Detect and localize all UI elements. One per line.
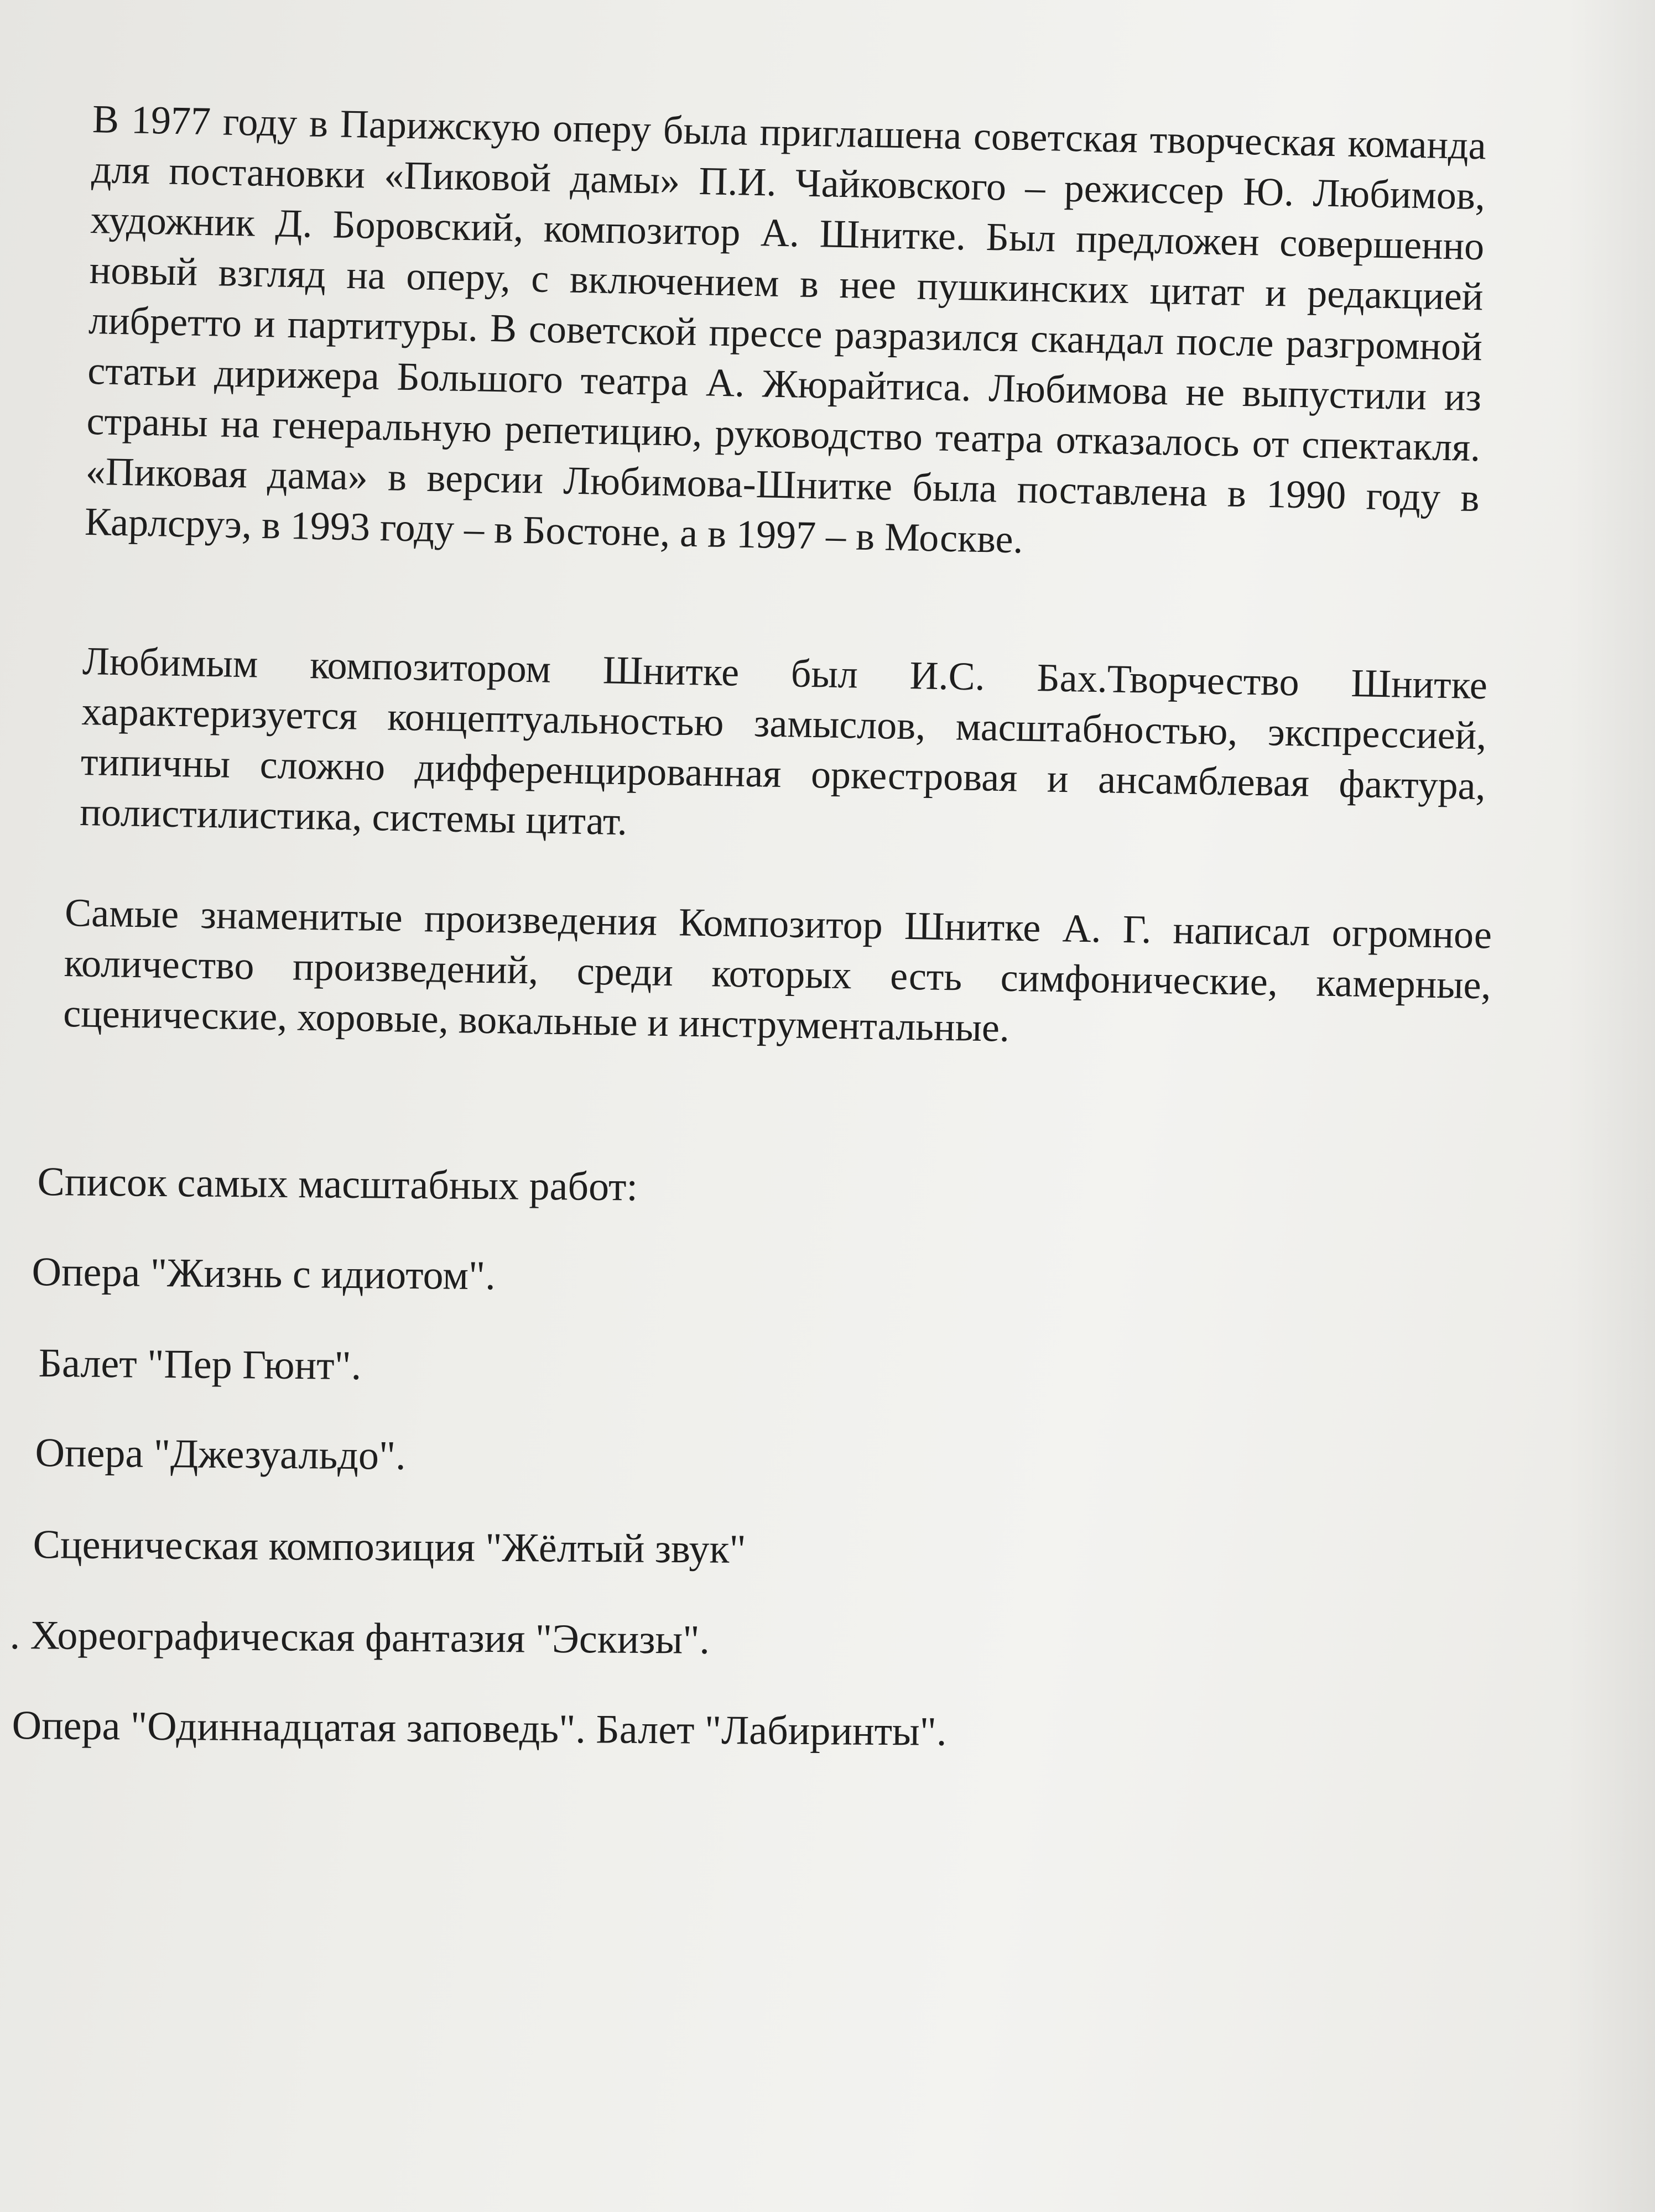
paragraph-works-intro: Самые знаменитые произведения Композитор Шнитке А. Г. написал огромное количество произведений, среди которых есть симфонические, камерные, сценические, хоровые, вокальные и инструментальные. [63, 890, 1492, 1050]
paragraph-style: Любимым композитором Шнитке был И.С. Бах.Творчество Шнитке характеризуется концептуальностью замыслов, масштабностью, экспрессией, типичны сложно дифференцированная оркестровая и ансамблевая фактура, полистилистика, системы цитат. [79, 638, 1488, 844]
works-list-heading: Список самых масштабных работ: [37, 1159, 638, 1210]
work-item: Опера "Одиннадцатая заповедь". Балет "Лабиринты". [12, 1703, 947, 1755]
work-item: Опера "Джезуальдо". [35, 1430, 406, 1479]
page-shadow [1566, 0, 1655, 2212]
work-item: . Хореографическая фантазия "Эскизы". [9, 1613, 710, 1663]
work-item: Опера "Жизнь с идиотом". [32, 1249, 496, 1299]
work-item: Балет "Пер Гюнт". [38, 1340, 362, 1389]
work-item: Сценическая композиция "Жёлтый звук" [33, 1522, 746, 1572]
paragraph-history: В 1977 году в Парижскую оперу была приглашена советская творческая команда для постановки «Пиковой дамы» П.И. Чайковского – режиссер Ю. Любимов, художник Д. Боровский, композитор А. Шнитке. Был предложен совершенно новый взгляд на оперу, с включением в нее пушкинских цитат и редакцией либретто и партитуры. В советской прессе разразился скандал после разгромной статьи дирижера Большого театра А. Жюрайтиса. Любимова не выпустили из страны на генеральную репетицию, руководство театра отказалось от спектакля. «Пиковая дама» в версии Любимова-Шнитке была поставлена в 1990 году в Карлсруэ, в 1993 году – в Бостоне, а в 1997 – в Москве. [84, 96, 1487, 562]
